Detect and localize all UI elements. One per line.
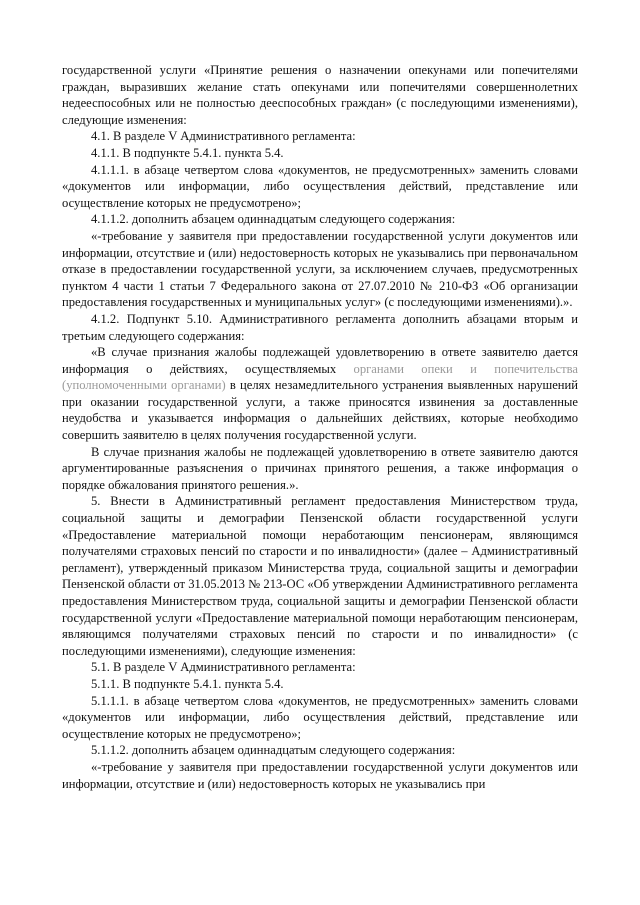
paragraph: «-требование у заявителя при предоставлении государственной услуги документов или информации, отсутствие и (или) недостоверность которых не указывались при первоначальном отказе в предоставлении государственной услуги, за исключением случаев, предусмотренных пунктом 4 части 1 статьи 7 Федерального закона от 27.07.2010 № 210-ФЗ «Об организации предоставления государственных и муниципальных услуг» (с последующими изменениями).». [62,228,578,310]
paragraph: 5.1.1. В подпункте 5.4.1. пункта 5.4. [91,676,284,691]
complaint-text-before: «В случае признания жалобы подлежащей удовлетворению в ответе заявителю дается информация о действиях, осуществляемых [62,345,578,376]
paragraph: 5.1.1.2. дополнить абзацем одиннадцатым следующего содержания: [91,743,456,758]
paragraph: 4.1. В разделе V Административного регламента: [91,129,356,144]
paragraph: 4.1.1.2. дополнить абзацем одиннадцатым следующего содержания: [91,212,456,227]
paragraph: 5.1. В разделе V Административного регламента: [91,660,356,675]
paragraph: «-требование у заявителя при предоставлении государственной услуги документов или информации, отсутствие и (или) недостоверность которых не указывались при [62,759,578,791]
faded-text: органами опеки и попечительства (уполномоченными органами) [62,361,578,393]
paragraph: 5. Внести в Административный регламент предоставления Министерством труда, социальной защиты и демографии Пензенской области государственной услуги «Предоставление материальной помощи неработающим пенсионерам, являющимся получателями страховых пенсий по старости и по инвалидности» (далее – Административный регламент), утвержденный приказом Министерства труда, социальной защиты и демографии Пензенской области от 31.05.2013 № 213-ОС «Об утверждении Административного регламента предоставления Министерством труда, социальной защиты и демографии Пензенской области государственной услуги «Предоставление материальной помощи неработающим пенсионерам, являющимся получателями страховых пенсий по старости и по инвалидности» (с последующими изменениями), следующие изменения: [62,494,578,658]
paragraph: государственной услуги «Принятие решения о назначении опекунами или попечителями граждан, выразивших желание стать опекунами или попечителями совершеннолетних недееспособных или не полностью дееспособных граждан» (с последующими изменениями), следующие изменения: [62,63,578,127]
paragraph: 4.1.1.1. в абзаце четвертом слова «документов, не предусмотренных» заменить словами «документов или информации, либо осуществления действий, представление или осуществление которых не предусмотрено»; [62,162,578,210]
paragraph: 4.1.1. В подпункте 5.4.1. пункта 5.4. [91,145,284,160]
document-body [62,62,578,792]
complaint-paragraph [62,344,578,444]
complaint-text-after: в целях незамедлительного устранения выявленных нарушений при оказании государственной услуги, а также приносятся извинения за доставленные неудобства и указывается информация о дальнейших действиях, которые необходимо совершить заявителю в целях получения государственной услуги. [62,378,578,443]
paragraph: 4.1.2. Подпункт 5.10. Административного регламента дополнить абзацами вторым и третьим следующего содержания: [62,311,578,343]
paragraph: В случае признания жалобы не подлежащей удовлетворению в ответе заявителю даются аргументированные разъяснения о причинах принятого решения, а также информация о порядке обжалования принятого решения.». [62,444,578,492]
paragraph: 5.1.1.1. в абзаце четвертом слова «документов, не предусмотренных» заменить словами «документов или информации, либо осуществления действий, представление или осуществление которых не предусмотрено»; [62,693,578,741]
